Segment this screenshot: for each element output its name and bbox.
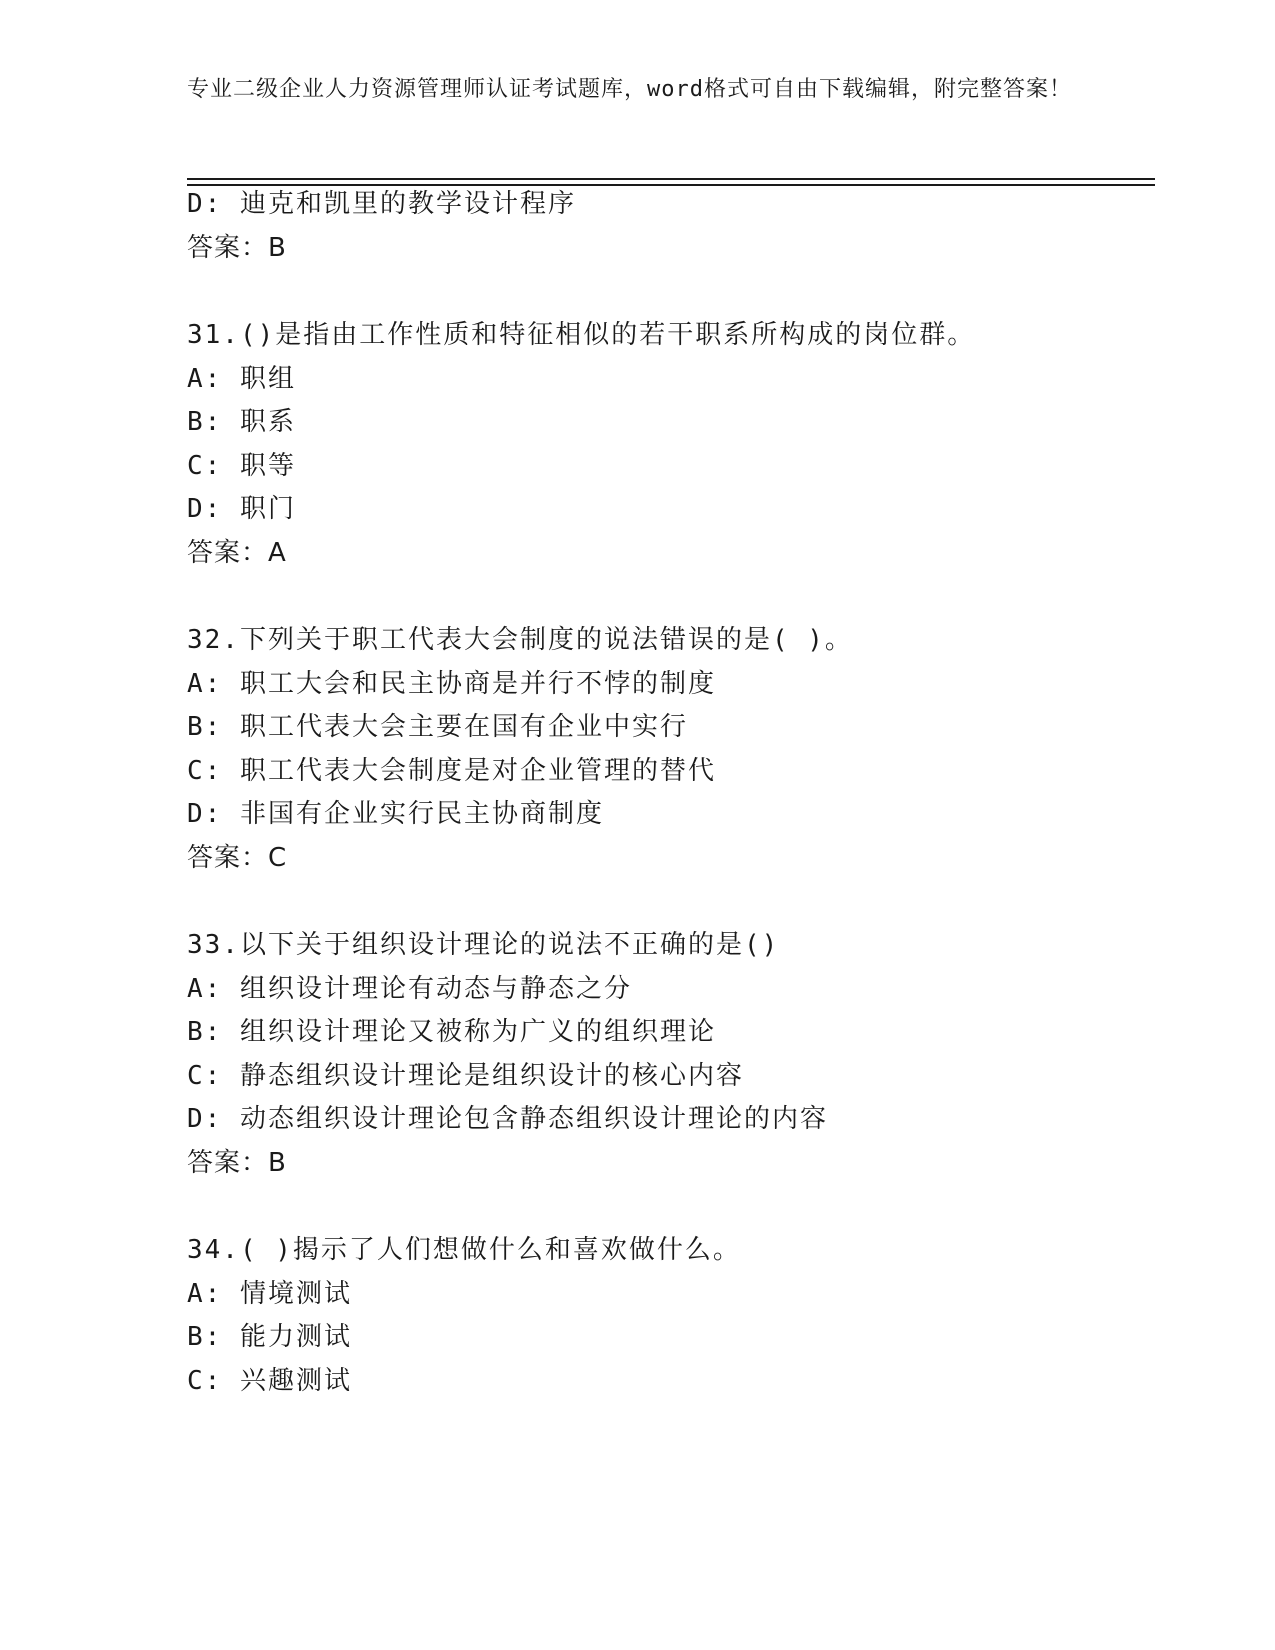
prev-answer: 答案：B [187, 233, 287, 263]
question-32-answer: 答案：C [187, 843, 288, 873]
question-32-option-d: D: 非国有企业实行民主协商制度 [187, 799, 604, 829]
question-32-stem: 32.下列关于职工代表大会制度的说法错误的是( )。 [187, 625, 853, 655]
question-31-option-b: B: 职系 [187, 407, 296, 437]
question-34-stem: 34.( )揭示了人们想做什么和喜欢做什么。 [187, 1235, 741, 1265]
question-33-option-b: B: 组织设计理论又被称为广义的组织理论 [187, 1017, 716, 1047]
question-33-option-c: C: 静态组织设计理论是组织设计的核心内容 [187, 1061, 744, 1091]
document-header: 专业二级企业人力资源管理师认证考试题库，word格式可自由下载编辑，附完整答案！ [187, 77, 1072, 102]
question-31-answer: 答案：A [187, 538, 287, 568]
question-33-stem: 33.以下关于组织设计理论的说法不正确的是() [187, 930, 780, 960]
question-33-option-d: D: 动态组织设计理论包含静态组织设计理论的内容 [187, 1104, 828, 1134]
prev-option-d: D: 迪克和凯里的教学设计程序 [187, 189, 576, 219]
question-33-option-a: A: 组织设计理论有动态与静态之分 [187, 974, 632, 1004]
question-31-option-c: C: 职等 [187, 451, 296, 481]
question-31-option-d: D: 职门 [187, 494, 296, 524]
question-34-option-a: A: 情境测试 [187, 1279, 352, 1309]
question-34-option-b: B: 能力测试 [187, 1322, 352, 1352]
question-32-option-a: A: 职工大会和民主协商是并行不悖的制度 [187, 669, 716, 699]
question-34-option-c: C: 兴趣测试 [187, 1366, 352, 1396]
header-rule-top [187, 178, 1155, 180]
question-32-option-c: C: 职工代表大会制度是对企业管理的替代 [187, 756, 716, 786]
question-33-answer: 答案：B [187, 1148, 287, 1178]
question-32-option-b: B: 职工代表大会主要在国有企业中实行 [187, 712, 688, 742]
header-rule-bottom [187, 184, 1155, 186]
question-31-option-a: A: 职组 [187, 364, 296, 394]
question-31-stem: 31.()是指由工作性质和特征相似的若干职系所构成的岗位群。 [187, 320, 976, 350]
